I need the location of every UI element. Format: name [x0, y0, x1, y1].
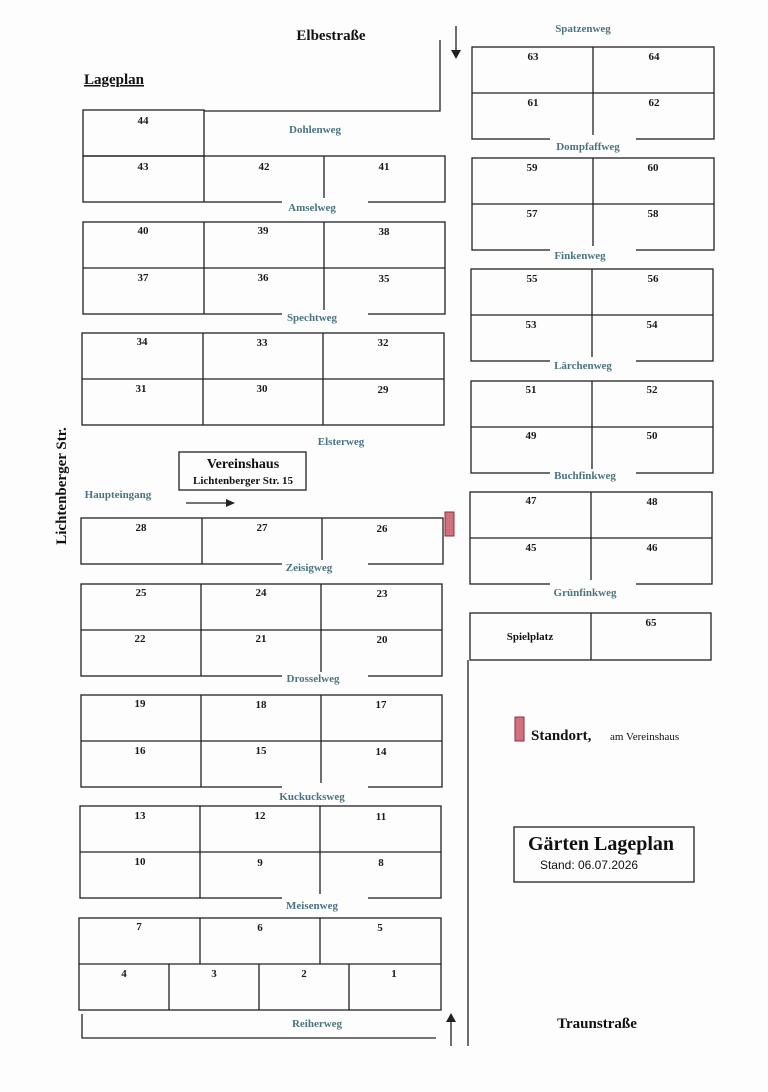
plot-2[interactable]: 2: [301, 968, 307, 980]
path-spechtweg: Spechtweg: [286, 312, 338, 324]
plot-19[interactable]: 19: [134, 698, 146, 710]
reiherweg-line: [82, 1014, 436, 1038]
plan-heading: Lageplan: [84, 72, 145, 88]
plot-33[interactable]: 33: [256, 337, 268, 349]
legend-marker-swatch: [515, 717, 524, 741]
path-gruenfinkweg: Grünfinkweg: [553, 587, 617, 599]
block-49-52: [471, 381, 713, 473]
plot-10[interactable]: 10: [134, 856, 146, 868]
plot-5[interactable]: 5: [377, 922, 383, 934]
plot-65[interactable]: 65: [645, 617, 657, 629]
plot-11[interactable]: 11: [375, 811, 387, 823]
plot-44[interactable]: 44: [137, 115, 149, 127]
block-45-48: [470, 492, 712, 584]
plot-49[interactable]: 49: [525, 430, 537, 442]
plot-52[interactable]: 52: [646, 384, 658, 396]
path-meisenweg: Meisenweg: [286, 900, 338, 912]
plot-42[interactable]: 42: [258, 161, 270, 173]
plot-51[interactable]: 51: [525, 384, 537, 396]
plan-info-date: Stand: 06.07.2026: [539, 858, 639, 872]
path-zeisigweg: Zeisigweg: [285, 562, 333, 574]
plot-48[interactable]: 48: [646, 496, 658, 508]
path-dompfaffweg: Dompfaffweg: [556, 141, 620, 153]
plot-38[interactable]: 38: [378, 226, 390, 238]
arrow-down-icon: [451, 50, 461, 59]
street-traunstrasse: Traunstraße: [557, 1016, 637, 1032]
plot-23[interactable]: 23: [376, 588, 388, 600]
plot-37[interactable]: 37: [137, 272, 149, 284]
block-57-60: [472, 158, 714, 250]
path-dohlenweg: Dohlenweg: [289, 124, 341, 136]
entrance-arrow-icon: [226, 499, 235, 507]
plot-40[interactable]: 40: [137, 225, 149, 237]
plot-41[interactable]: 41: [378, 161, 390, 173]
location-marker: [445, 512, 454, 536]
plot-60[interactable]: 60: [647, 162, 659, 174]
plot-4[interactable]: 4: [121, 968, 127, 980]
plot-3[interactable]: 3: [211, 968, 217, 980]
plot-17[interactable]: 17: [375, 699, 387, 711]
plot-21[interactable]: 21: [255, 633, 267, 645]
plot-12[interactable]: 12: [254, 810, 266, 822]
plot-13[interactable]: 13: [134, 810, 146, 822]
path-elsterweg: Elsterweg: [317, 436, 365, 448]
street-lichtenberger: Lichtenberger Str.: [54, 427, 70, 545]
legend-marker-detail: am Vereinshaus: [610, 731, 680, 743]
plot-32[interactable]: 32: [377, 337, 389, 349]
path-buchfinkweg: Buchfinkweg: [554, 470, 616, 482]
plot-64[interactable]: 64: [648, 51, 660, 63]
plot-62[interactable]: 62: [648, 97, 660, 109]
plot-55[interactable]: 55: [526, 273, 538, 285]
plot-57[interactable]: 57: [526, 208, 538, 220]
plot-15[interactable]: 15: [255, 745, 267, 757]
plot-7[interactable]: 7: [136, 921, 142, 933]
path-finkenweg: Finkenweg: [554, 250, 606, 262]
plot-1[interactable]: 1: [391, 968, 397, 980]
path-laerchenweg: Lärchenweg: [554, 360, 612, 372]
block-53-56: [471, 269, 713, 361]
path-kuckucksweg: Kuckucksweg: [279, 791, 345, 803]
path-drosselweg: Drosselweg: [286, 673, 340, 685]
plot-28[interactable]: 28: [135, 522, 147, 534]
plot-54[interactable]: 54: [646, 319, 658, 331]
plot-39[interactable]: 39: [257, 225, 269, 237]
plot-14[interactable]: 14: [375, 746, 387, 758]
plot-59[interactable]: 59: [526, 162, 538, 174]
path-amselweg: Amselweg: [288, 202, 336, 214]
clubhouse-name: Vereinshaus: [206, 457, 280, 472]
plot-26[interactable]: 26: [376, 523, 388, 535]
plot-25[interactable]: 25: [135, 587, 147, 599]
plot-20[interactable]: 20: [376, 634, 388, 646]
plot-53[interactable]: 53: [525, 319, 537, 331]
plot-24[interactable]: 24: [255, 587, 267, 599]
plot-16[interactable]: 16: [134, 745, 146, 757]
plot-61[interactable]: 61: [527, 97, 539, 109]
plot-27[interactable]: 27: [256, 522, 268, 534]
elbestrasse-access-line: [204, 40, 440, 111]
plot-34[interactable]: 34: [136, 336, 148, 348]
legend-marker-label: Standort,: [531, 728, 592, 744]
plot-31[interactable]: 31: [135, 383, 147, 395]
path-spatzenweg: Spatzenweg: [555, 23, 611, 35]
plot-6[interactable]: 6: [257, 922, 263, 934]
block-61-64: [472, 47, 714, 139]
plot-8[interactable]: 8: [378, 857, 384, 869]
plot-58[interactable]: 58: [647, 208, 659, 220]
street-elbestrasse: Elbestraße: [296, 28, 366, 44]
plot-56[interactable]: 56: [647, 273, 659, 285]
plot-36[interactable]: 36: [257, 272, 269, 284]
plot-35[interactable]: 35: [378, 273, 390, 285]
clubhouse-address: Lichtenberger Str. 15: [193, 475, 293, 487]
path-reiherweg: Reiherweg: [291, 1018, 343, 1030]
plot-46[interactable]: 46: [646, 542, 658, 554]
plot-45[interactable]: 45: [525, 542, 537, 554]
plot-30[interactable]: 30: [256, 383, 268, 395]
plot-50[interactable]: 50: [646, 430, 658, 442]
plot-43[interactable]: 43: [137, 161, 149, 173]
plot-63[interactable]: 63: [527, 51, 539, 63]
plan-info-title: Gärten Lageplan: [527, 833, 675, 855]
plot-18[interactable]: 18: [255, 699, 267, 711]
plot-29[interactable]: 29: [377, 384, 389, 396]
playground-label[interactable]: Spielplatz: [506, 631, 554, 643]
arrow-up-icon: [446, 1013, 456, 1022]
main-entrance-label: Haupteingang: [84, 489, 152, 501]
plot-9[interactable]: 9: [257, 857, 263, 869]
plot-47[interactable]: 47: [525, 495, 537, 507]
plot-22[interactable]: 22: [134, 633, 146, 645]
